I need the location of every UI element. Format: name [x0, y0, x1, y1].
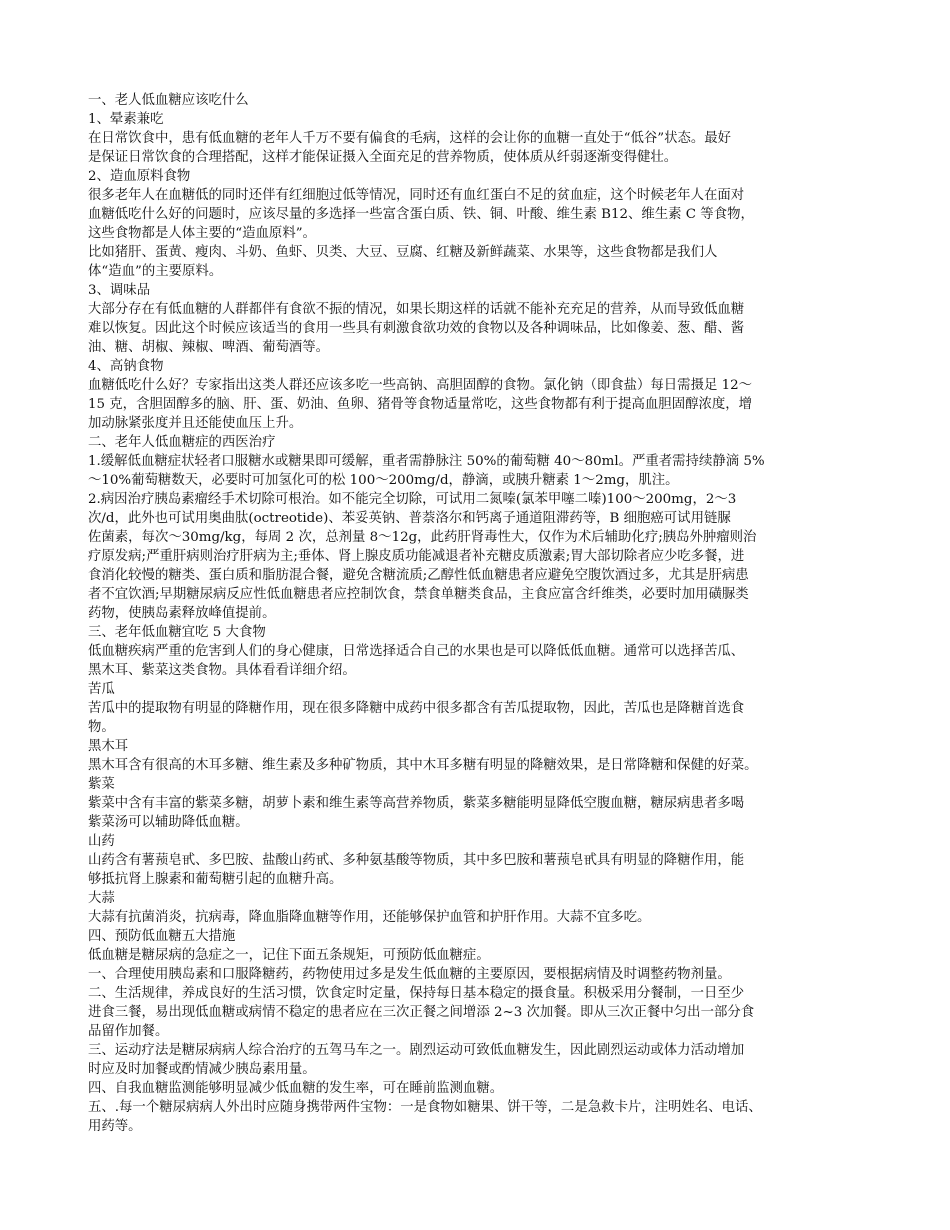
document-body	[88, 91, 868, 1136]
text-line: 一、合理使用胰岛素和口服降糖药，药物使用过多是发生低血糖的主要原因，要根据病情及时调整药物剂量。	[88, 967, 731, 982]
text-line: 物。	[88, 720, 115, 735]
text-line: 三、老年低血糖宜吃 5 大食物	[88, 625, 266, 640]
text-line: 五、.每一个糖尿病病人外出时应随身携带两件宝物：一是食物如糖果、饼干等，二是急救卡片，注明姓名、电话、	[88, 1100, 762, 1115]
text-line: 4、高钠食物	[88, 359, 164, 374]
text-line: 3、调味品	[88, 283, 151, 298]
text-line: 体“造血”的主要原料。	[88, 264, 223, 279]
text-line: 1、晕素兼吃	[88, 112, 164, 127]
text-line: 1.缓解低血糖症状轻者口服糖水或糖果即可缓解，重者需静脉注 50%的葡萄糖 40～80ml。严重者需持续静滴 5%	[88, 454, 765, 469]
text-line: 15 克，含胆固醇多的脑、肝、蛋、奶油、鱼卵、猪骨等食物适量常吃，这些食物都有利于提高血胆固醇浓度，增	[88, 397, 753, 412]
text-line: 四、自我血糖监测能够明显减少低血糖的发生率，可在睡前监测血糖。	[88, 1081, 504, 1096]
text-line: 苦瓜	[88, 682, 115, 697]
text-line: 黑木耳	[88, 739, 129, 754]
text-line: 紫菜	[88, 777, 115, 792]
text-line: 2.病因治疗胰岛素瘤经手术切除可根治。如不能完全切除，可试用二氮嗪(氯苯甲噻二嗪)100～200mg，2～3	[88, 492, 737, 507]
text-line: 2、造血原料食物	[88, 169, 191, 184]
text-line: 在日常饮食中，患有低血糖的老年人千万不要有偏食的毛病，这样的会让你的血糖一直处于“低谷”状态。最好	[88, 131, 732, 146]
text-line: 二、生活规律，养成良好的生活习惯，饮食定时定量，保持每日基本稳定的摄食量。积极采用分餐制，一日至少	[88, 986, 745, 1001]
text-line: 血糖低吃什么好的问题时，应该尽量的多选择一些富含蛋白质、铁、铜、叶酸、维生素 B12、维生素 C 等食物，	[88, 207, 754, 222]
text-line: 用药等。	[88, 1119, 142, 1134]
text-line: 紫菜中含有丰富的紫菜多糖，胡萝卜素和维生素等高营养物质，紫菜多糖能明显降低空腹血糖，糖尿病患者多喝	[88, 796, 745, 811]
text-line: 次/d，此外也可试用奥曲肽(octreotide)、苯妥英钠、普萘洛尔和钙离子通道阻滞药等，B 细胞癌可试用链脲	[88, 511, 731, 526]
text-line: 时应及时加餐或酌情减少胰岛素用量。	[88, 1062, 316, 1077]
text-line: 很多老年人在血糖低的同时还伴有红细胞过低等情况，同时还有血红蛋白不足的贫血症，这个时候老年人在面对	[88, 188, 745, 203]
text-line: 大蒜有抗菌消炎，抗病毒，降血脂降血糖等作用，还能够保护血管和护肝作用。大蒜不宜多吃。	[88, 910, 651, 925]
text-line: 油、糖、胡椒、辣椒、啤酒、葡萄酒等。	[88, 340, 330, 355]
text-line: 大蒜	[88, 891, 115, 906]
text-line: 难以恢复。因此这个时候应该适当的食用一些具有刺激食欲功效的食物以及各种调味品，比如像姜、葱、醋、酱	[88, 321, 745, 336]
text-line: 这些食物都是人体主要的“造血原料”。	[88, 226, 316, 241]
text-line: 加动脉紧张度并且还能使血压上升。	[88, 416, 303, 431]
text-line: 黑木耳、紫菜这类食物。具体看看详细介绍。	[88, 663, 356, 678]
text-line: 药物，使胰岛素释放峰值提前。	[88, 606, 276, 621]
text-line: 是保证日常饮食的合理搭配，这样才能保证摄入全面充足的营养物质，使体质从纤弱逐渐变得健壮。	[88, 150, 678, 165]
text-line: 四、预防低血糖五大措施	[88, 929, 236, 944]
text-line: 紫菜汤可以辅助降低血糖。	[88, 815, 249, 830]
text-line: 山药含有薯蓣皂甙、多巴胺、盐酸山药甙、多种氨基酸等物质，其中多巴胺和薯蓣皂甙具有明显的降糖作用，能	[88, 853, 745, 868]
text-line: 三、运动疗法是糖尿病病人综合治疗的五驾马车之一。剧烈运动可致低血糖发生，因此剧烈运动或体力活动增加	[88, 1043, 745, 1058]
text-line: 二、老年人低血糖症的西医治疗	[88, 435, 276, 450]
text-line: 黑木耳含有很高的木耳多糖、维生素及多种矿物质，其中木耳多糖有明显的降糖效果，是日常降糖和保健的好菜。	[88, 758, 758, 773]
text-line: 低血糖疾病严重的危害到人们的身心健康，日常选择适合自己的水果也是可以降低低血糖。通常可以选择苦瓜、	[88, 644, 745, 659]
text-line: 比如猪肝、蛋黄、瘦肉、斗奶、鱼虾、贝类、大豆、豆腐、红糖及新鲜蔬菜、水果等，这些食物都是我们人	[88, 245, 718, 260]
text-line: 苦瓜中的提取物有明显的降糖作用，现在很多降糖中成药中很多都含有苦瓜提取物，因此，苦瓜也是降糖首选食	[88, 701, 745, 716]
text-line: 山药	[88, 834, 115, 849]
text-line: 品留作加餐。	[88, 1024, 169, 1039]
text-line: 者不宜饮酒;早期糖尿病反应性低血糖患者应控制饮食，禁食单糖类食品，主食应富含纤维类，必要时加用磺脲类	[88, 587, 749, 602]
text-line: 疗原发病;严重肝病则治疗肝病为主;垂体、肾上腺皮质功能减退者补充糖皮质激素;胃大部切除者应少吃多餐，进	[88, 549, 745, 564]
text-line: 食消化较慢的糖类、蛋白质和脂肪混合餐，避免含糖流质;乙醇性低血糖患者应避免空腹饮酒过多，尤其是肝病患	[88, 568, 749, 583]
text-line: 大部分存在有低血糖的人群都伴有食欲不振的情况，如果长期这样的话就不能补充充足的营养，从而导致低血糖	[88, 302, 745, 317]
text-line: 低血糖是糖尿病的急症之一，记住下面五条规矩，可预防低血糖症。	[88, 948, 490, 963]
text-line: 血糖低吃什么好？专家指出这类人群还应该多吃一些高钠、高胆固醇的食物。氯化钠（即食盐）每日需摄足 12～	[88, 378, 753, 393]
text-line: ～10%葡萄糖数天，必要时可加氢化可的松 100～200mg/d，静滴，或胰升糖素 1～2mg，肌注。	[88, 473, 679, 488]
text-line: 够抵抗肾上腺素和葡萄糖引起的血糖升高。	[88, 872, 343, 887]
text-line: 进食三餐，易出现低血糖或病情不稳定的患者应在三次正餐之间增添 2~3 次加餐。即从三次正餐中匀出一部分食	[88, 1005, 755, 1020]
text-line: 佐菌素，每次～30mg/kg，每周 2 次，总剂量 8～12g，此药肝肾毒性大，仅作为术后辅助化疗;胰岛外肿瘤则治	[88, 530, 757, 545]
text-line: 一、老人低血糖应该吃什么	[88, 93, 249, 108]
